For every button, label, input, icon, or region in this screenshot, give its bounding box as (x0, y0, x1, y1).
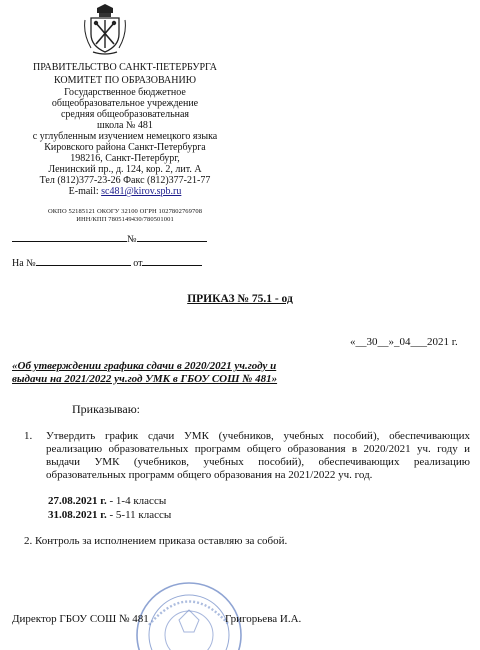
order-item-2 (24, 535, 287, 547)
school-email-row (0, 186, 250, 197)
school-address: Ленинский пр., д. 124, кор. 2, лит. А (48, 164, 202, 175)
signature-name: Григорьева И.А. (225, 613, 302, 625)
school-codes-2: ИНН/КПП 7805149430/780501001 (76, 216, 174, 223)
email-link[interactable]: sc481@kirov.spb.ru (101, 186, 182, 197)
item-2-number: 2. (24, 535, 33, 547)
order-subject (12, 360, 277, 385)
school-line-6: Кировского района Санкт-Петербурга (44, 142, 206, 153)
incoming-ref-row (12, 258, 202, 269)
email-label: E-mail: (68, 186, 99, 197)
school-line-7: 198216, Санкт-Петербург, (70, 153, 180, 164)
item-2-text: Контроль за исполнением приказа оставляю за собой. (35, 535, 288, 547)
government-name: ПРАВИТЕЛЬСТВО САНКТ-ПЕТЕРБУРГА (33, 62, 217, 73)
school-codes-1: ОКПО 52185121 ОКОГУ 32100 ОГРН 1027802769708 (47, 208, 203, 215)
schedule-date: 31.08.2021 г. (48, 509, 107, 521)
order-date: «__30__»_04___2021 г. (350, 336, 458, 348)
outgoing-number-row (12, 234, 207, 245)
schedule-row (48, 509, 171, 521)
order-item-1 (24, 430, 470, 482)
incoming-from-label: от (133, 258, 143, 269)
school-line-4: школа № 481 (97, 120, 153, 131)
number-sign: № (127, 234, 137, 245)
subject-line-2: выдачи на 2021/2022 уч.год УМК в ГБОУ СОШ № 481» (12, 372, 278, 385)
schedule-classes: - 5-11 классы (109, 509, 172, 521)
order-word: Приказываю: (72, 402, 140, 416)
schedule-classes: - 1-4 классы (109, 495, 167, 507)
signature-role: Директор ГБОУ СОШ № 481 (12, 613, 149, 625)
subject-line-1: «Об утверждении графика сдачи в 2020/2021 уч.году и (12, 360, 277, 372)
school-line-3: средняя общеобразовательная (60, 109, 190, 120)
school-line-1: Государственное бюджетное (64, 87, 186, 98)
school-phone-fax: Тел (812)377-23-26 Факс (812)377-21-77 (39, 175, 211, 186)
school-line-2: общеобразовательное учреждение (51, 98, 199, 109)
coat-of-arms-icon (83, 4, 127, 56)
incoming-number-label: На № (12, 258, 36, 269)
school-line-5: с углубленным изучением немецкого языка (32, 131, 218, 142)
schedule-row (48, 495, 166, 507)
schedule-date: 27.08.2021 г. (48, 495, 107, 507)
order-title: ПРИКАЗ № 75.1 - од (187, 293, 293, 305)
item-1-number: 1. (24, 430, 33, 442)
item-1-text: Утвердить график сдачи УМК (учебников, учебных пособий), обеспечивающих реализацию образовательных программ общего образования в 2020/2021 уч. году и выдачи УМК (учебников, учебных пособий), обеспечивающих реализацию образовательных программ общего образования на 2021/2022 уч. год. (46, 430, 470, 481)
committee-name: КОМИТЕТ ПО ОБРАЗОВАНИЮ (54, 75, 196, 86)
